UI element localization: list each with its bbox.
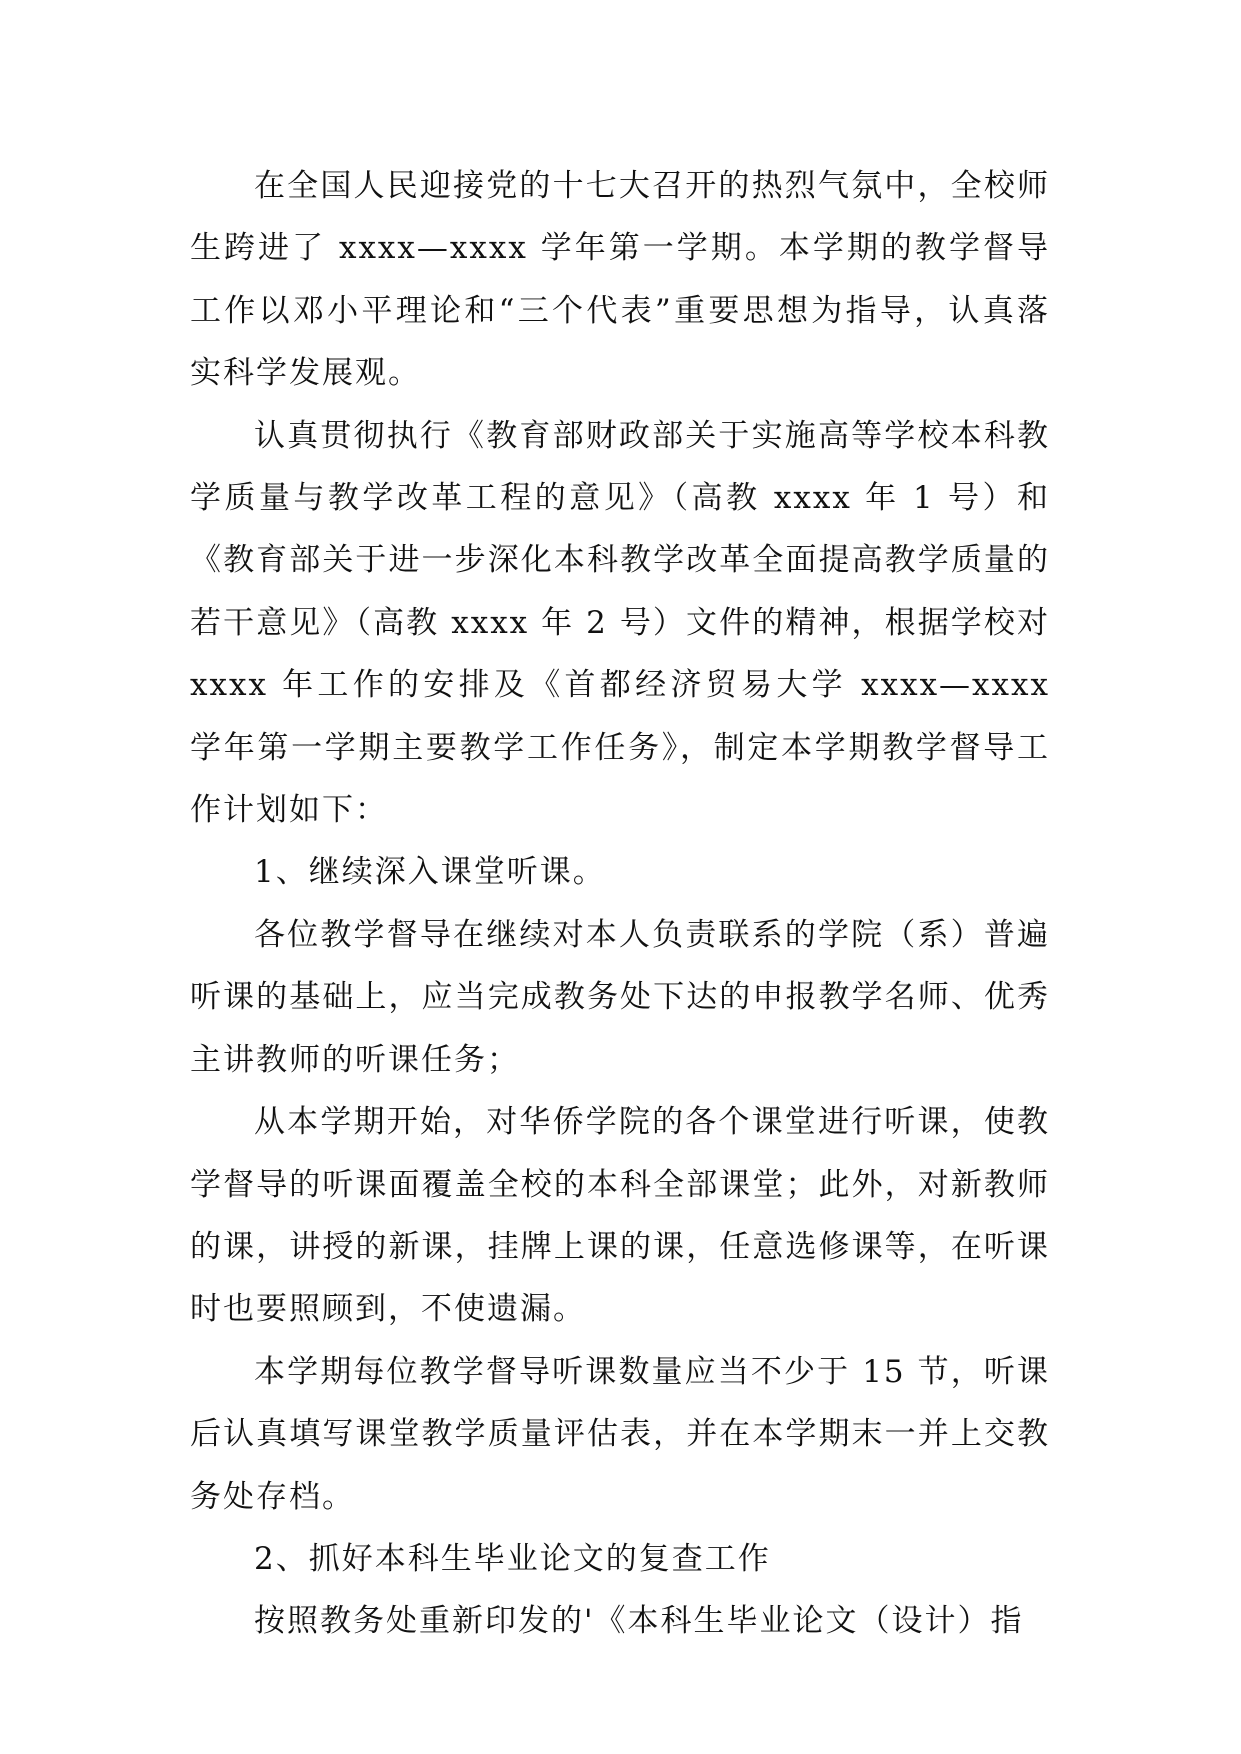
paragraph-listening-duties: 各位教学督导在继续对本人负责联系的学院（系）普遍听课的基础上，应当完成教务处下达的申报教学名师、优秀主讲教师的听课任务；: [190, 916, 1050, 1078]
section-heading-2: 2、抓好本科生毕业论文的复查工作: [254, 1540, 771, 1577]
document-body: [190, 155, 1050, 1653]
paragraph-listening-count: 本学期每位教学督导听课数量应当不少于 15 节，听课后认真填写课堂教学质量评估表，并在本学期末一并上交教务处存档。: [190, 1353, 1050, 1515]
section-heading-1: 1、继续深入课堂听课。: [254, 854, 606, 891]
paragraph-listening-scope: 从本学期开始，对华侨学院的各个课堂进行听课，使教学督导的听课面覆盖全校的本科全部课堂；此外，对新教师的课，讲授的新课，挂牌上课的课，任意选修课等，在听课时也要照顾到，不使遗漏。: [190, 1104, 1050, 1328]
paragraph-policy: 认真贯彻执行《教育部财政部关于实施高等学校本科教学质量与教学改革工程的意见》（高教 xxxx 年 1 号）和《教育部关于进一步深化本科教学改革全面提高教学质量的若干意见》（高教 xxxx 年 2 号）文件的精神，根据学校对 xxxx 年工作的安排及《首都经济贸易大学 xxxx—xxxx 学年第一学期主要教学工作任务》，制定本学期教学督导工作计划如下：: [190, 417, 1050, 829]
paragraph-intro: 在全国人民迎接党的十七大召开的热烈气氛中，全校师生跨进了 xxxx—xxxx 学年第一学期。本学期的教学督导工作以邓小平理论和“三个代表”重要思想为指导，认真落实科学发展观。: [190, 168, 1050, 392]
paragraph-thesis-review: 按照教务处重新印发的'《本科生毕业论文（设计）指: [254, 1603, 1024, 1640]
